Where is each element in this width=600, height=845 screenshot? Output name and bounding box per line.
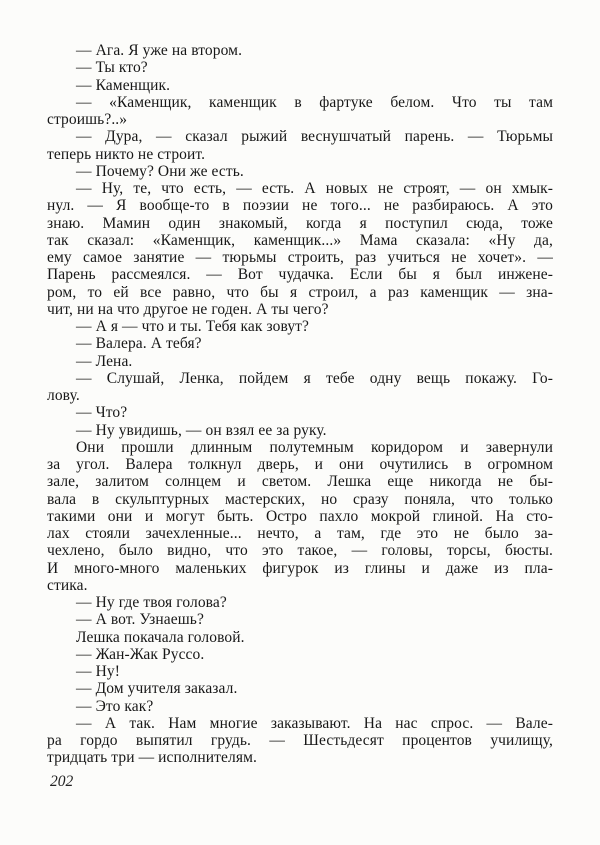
page-number: 202 — [50, 773, 74, 790]
text-line: — Ну! — [76, 663, 120, 680]
text-line: нул. — Я вообще-то в поэзии не того... не разбираюсь. А это — [47, 197, 553, 215]
text-line: — «Каменщик, каменщик в фартуке белом. Что ты там — [76, 93, 553, 111]
text-line: такими они и могут быть. Остро пахло мокрой глиной. На сто- — [47, 507, 553, 525]
text-line: — А так. Нам многие заказывают. На нас спрос. — Вале- — [76, 714, 553, 732]
text-line: — Почему? Они же есть. — [76, 162, 244, 180]
text-line: — Ну, те, что есть, — есть. А новых не строят, — он хмык- — [76, 180, 553, 197]
text-line: так сказал: «Каменщик, каменщик...» Мама сказала: «Ну да, — [47, 231, 553, 249]
text-line: теперь никто не строит. — [47, 145, 206, 163]
text-line: — Ты кто? — [76, 59, 148, 77]
text-line: — Жан-Жак Руссо. — [76, 645, 205, 663]
text-line: стика. — [47, 576, 88, 594]
page-text — [47, 42, 553, 767]
text-line: — Валера. А тебя? — [76, 335, 202, 353]
text-line: Они прошли длинным полутемным коридором и завернули — [76, 438, 553, 456]
text-line: — Слушай, Ленка, пойдем я тебе одну вещь покажу. Го- — [76, 369, 553, 387]
text-line: чит, ни на что другое не годен. А ты чего? — [47, 300, 329, 318]
text-line: — Это как? — [76, 697, 154, 715]
text-line: чехлено, было видно, что это такое, — головы, торсы, бюсты. — [47, 542, 553, 560]
text-line: — Что? — [76, 404, 128, 422]
text-line: — Ага. Я уже на втором. — [76, 42, 243, 59]
text-line: И много-много маленьких фигурок из глины и даже из пла- — [47, 559, 553, 577]
text-line: тридцать три — исполнителям. — [47, 749, 257, 767]
text-line: — А вот. Узнаешь? — [76, 611, 204, 629]
text-line: — Ну где твоя голова? — [76, 594, 227, 611]
text-line: — Лена. — [76, 352, 133, 370]
text-line: знаю. Мамин один знакомый, когда я поступил сюда, тоже — [47, 214, 553, 232]
text-line: Лешка покачала головой. — [76, 628, 245, 646]
text-line: зале, залитом солнцем и светом. Лешка еще никогда не бы- — [47, 473, 553, 491]
text-line: — Дом учителя заказал. — [76, 680, 238, 698]
text-line: за угол. Валера толкнул дверь, и они очутились в огромном — [47, 456, 553, 473]
text-line: лову. — [47, 387, 80, 404]
text-line: строишь?..» — [47, 111, 128, 128]
text-line: — Каменщик. — [76, 76, 171, 94]
text-line: ему самое занятие — тюрьмы строить, раз учиться не хочет». — — [47, 249, 553, 266]
text-line: — Ну увидишь, — он взял ее за руку. — [76, 421, 327, 439]
text-line: ра гордо выпятил грудь. — Шестьдесят процентов училищу, — [47, 732, 553, 749]
text-line: Парень рассмеялся. — Вот чудачка. Если бы я был инжене- — [47, 266, 553, 284]
text-line: вала в скульптурных мастерских, но сразу поняла, что только — [47, 490, 553, 508]
text-line: лах стояли зачехленные... нечто, а там, где это не было за- — [47, 525, 553, 542]
text-line: ром, то ей все равно, что бы я строил, а раз каменщик — зна- — [47, 283, 553, 301]
text-line: — Дура, — сказал рыжий веснушчатый парень. — Тюрьмы — [76, 128, 553, 146]
text-line: — А я — что и ты. Тебя как зовут? — [76, 318, 310, 335]
